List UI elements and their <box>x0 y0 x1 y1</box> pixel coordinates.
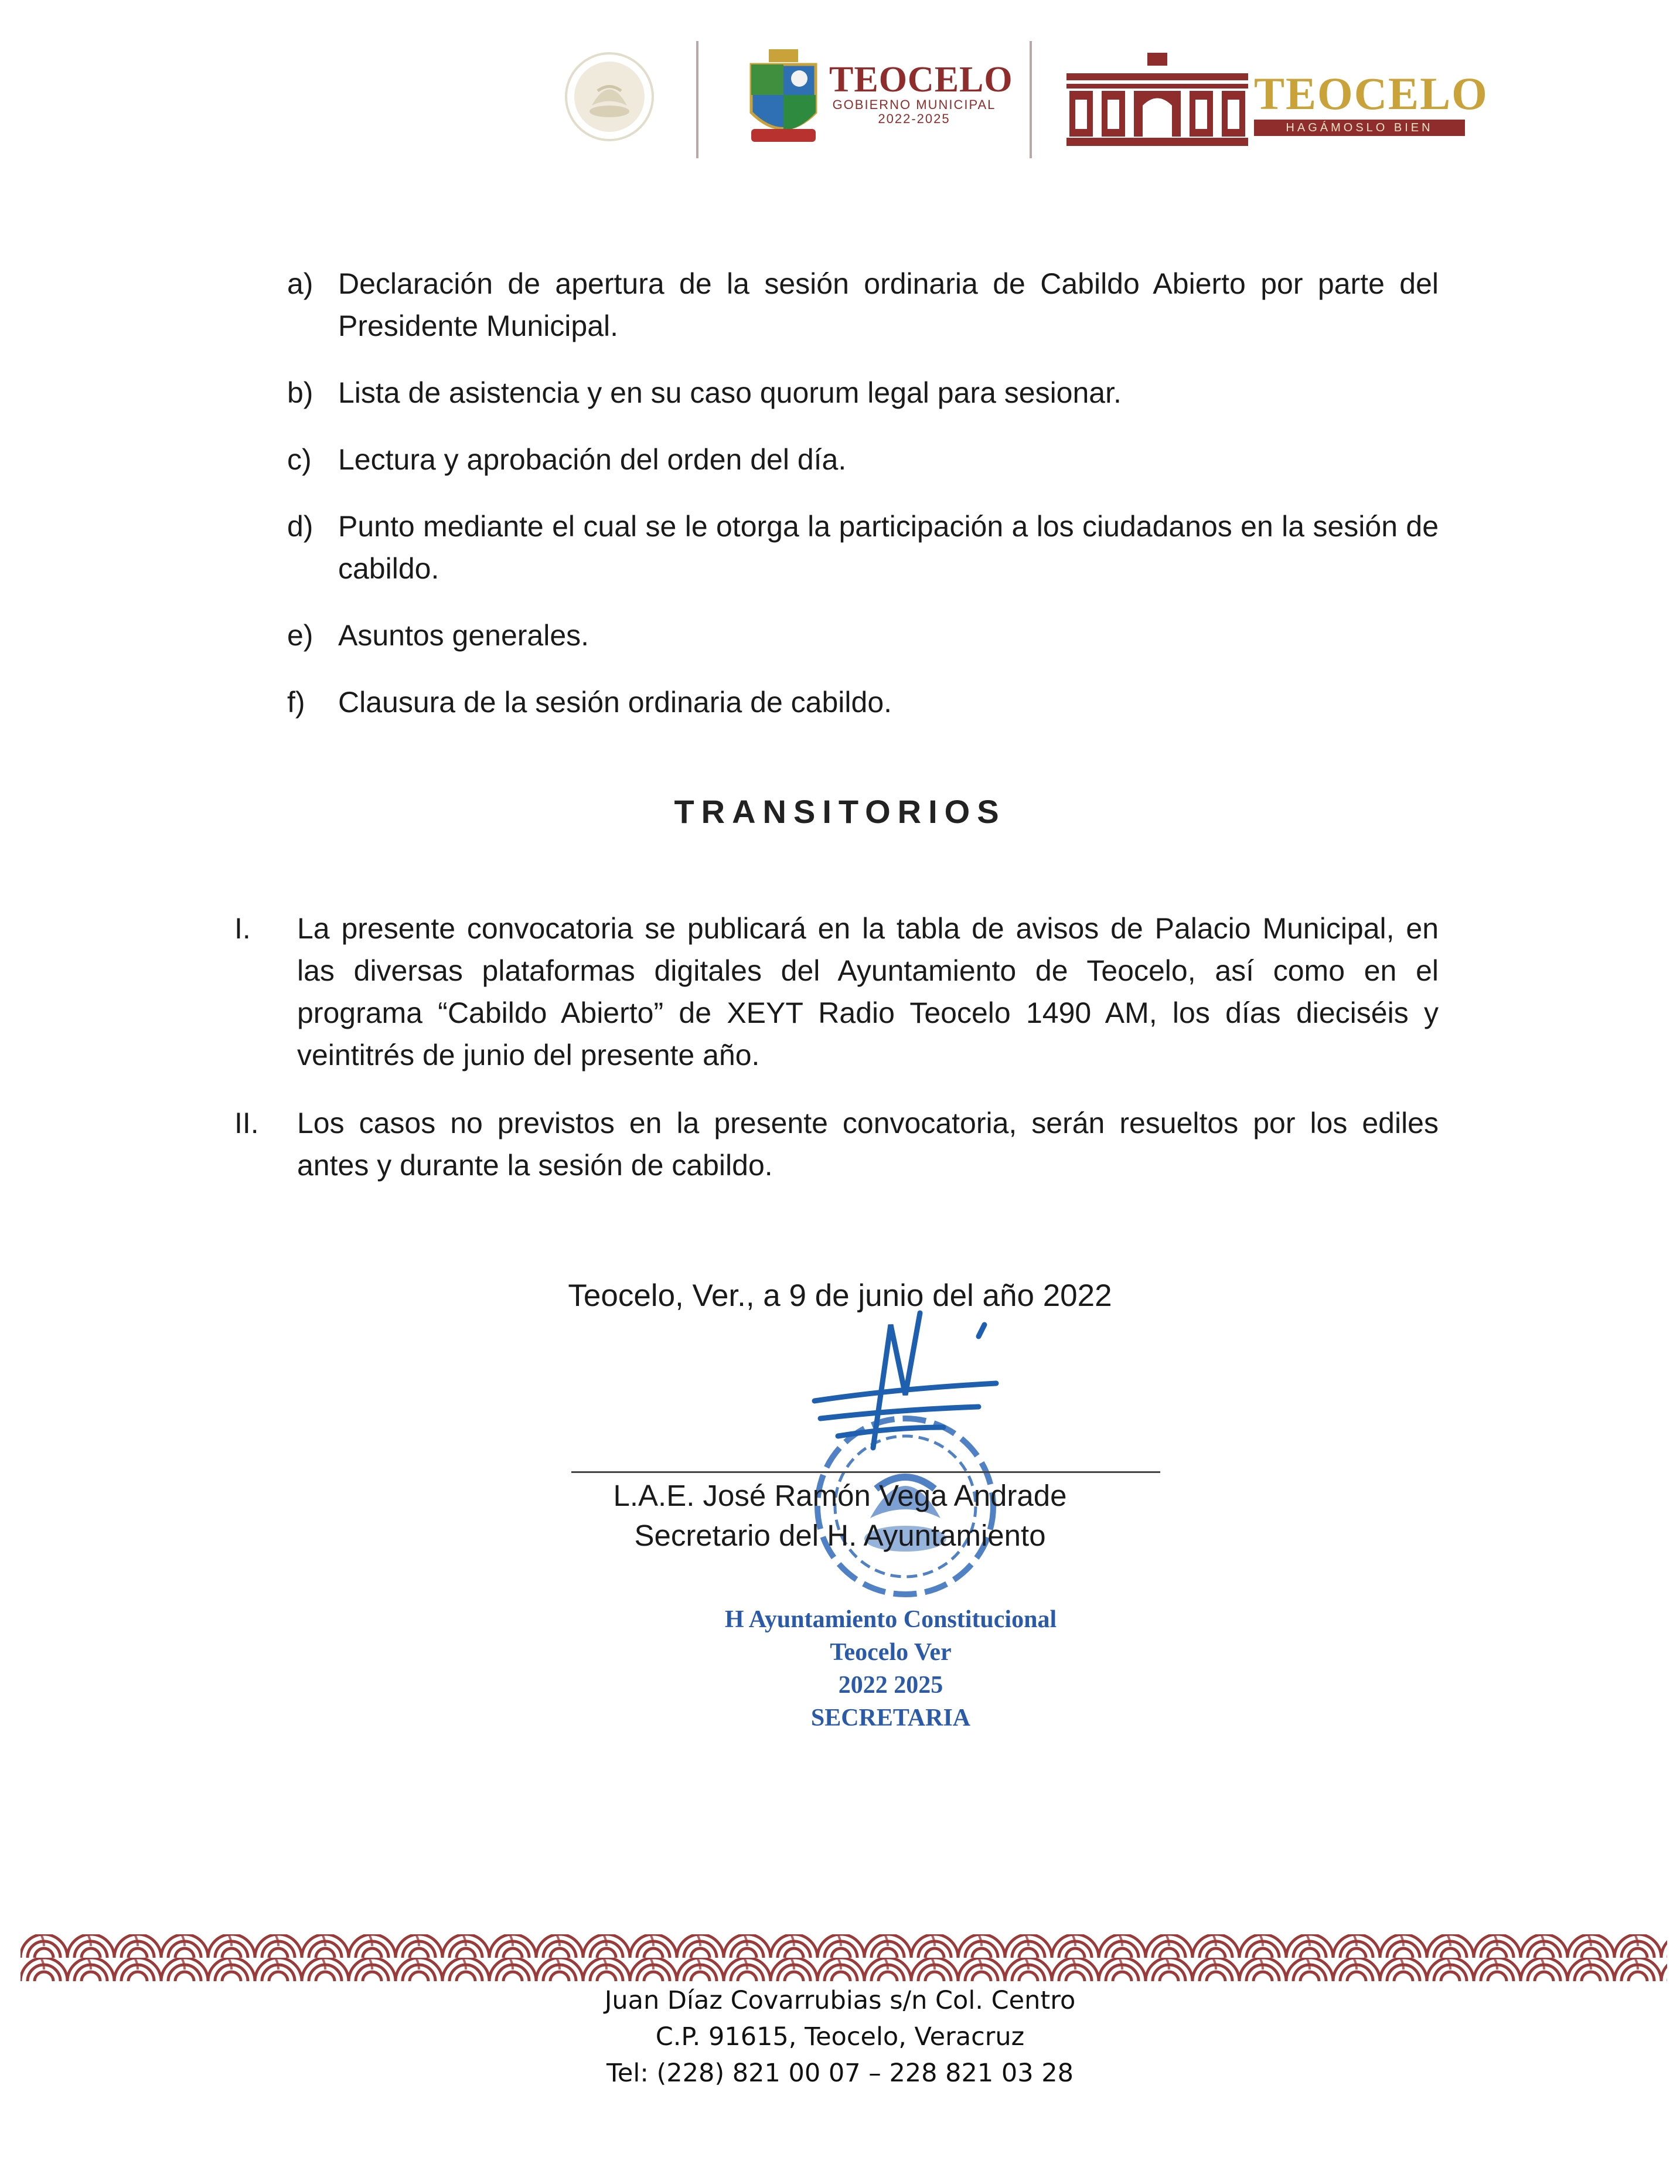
footer-postal: C.P. 91615, Teocelo, Veracruz <box>655 2022 1025 2052</box>
footer-address: Juan Díaz Covarrubias s/n Col. Centro <box>604 1986 1076 2015</box>
section-title: TRANSITORIOS <box>674 793 1006 830</box>
list-item-text: La presente convocatoria se publicará en la tabla de avisos de Palacio Municipal, en las diversas plataformas digitales del Ayuntamiento de Teocelo, así como en el programa “Cabildo Abierto” de XEYT Radio Teocelo 1490 AM, los días dieciséis y veintitrés de junio del presente año. <box>297 912 1439 1071</box>
place-date: Teocelo, Ver., a 9 de junio del año 2022 <box>568 1278 1112 1313</box>
list-item-text: Lista de asistencia y en su caso quorum legal para sesionar. <box>338 376 1122 409</box>
header-divider <box>1030 41 1032 158</box>
national-seal-icon <box>563 50 656 144</box>
list-item <box>234 907 1439 1076</box>
header-divider <box>696 41 698 158</box>
municipal-shield-icon <box>745 48 822 148</box>
municipal-palace-icon <box>1066 50 1248 149</box>
list-marker: f) <box>287 686 305 719</box>
stamp-line: SECRETARIA <box>810 1705 971 1731</box>
list-item-text: Punto mediante el cual se le otorga la participación a los ciudadanos en la sesión de cabildo. <box>338 510 1439 585</box>
signer-name: L.A.E. José Ramón Vega Andrade <box>613 1479 1067 1512</box>
letterhead <box>0 0 1680 176</box>
signer-role: Secretario del H. Ayuntamiento <box>634 1519 1046 1552</box>
decorative-wave-band <box>21 1934 1667 1981</box>
handwritten-signature-icon <box>803 1301 1025 1460</box>
official-stamp-text <box>656 1603 1125 1734</box>
list-item <box>287 372 1439 414</box>
brand-tagline: HAGÁMOSLO BIEN <box>1254 120 1465 136</box>
teocelo-brand-logo <box>1254 68 1488 136</box>
brand-title: TEOCELO <box>1254 68 1488 119</box>
list-item-text: Clausura de la sesión ordinaria de cabildo. <box>338 686 892 719</box>
list-item <box>287 263 1439 347</box>
stamp-line: H Ayuntamiento Constitucional <box>724 1606 1057 1633</box>
government-subtitle: GOBIERNO MUNICIPAL <box>832 97 996 112</box>
list-marker: II. <box>234 1107 259 1139</box>
stamp-line: Teocelo Ver <box>830 1639 952 1666</box>
list-marker: d) <box>287 510 313 543</box>
list-item <box>287 438 1439 481</box>
signature-line <box>571 1471 1160 1473</box>
list-item-text: Declaración de apertura de la sesión ordinaria de Cabildo Abierto por parte del Presidente Municipal. <box>338 267 1439 342</box>
footer-phone: Tel: (228) 821 00 07 – 228 821 03 28 <box>606 2059 1074 2088</box>
list-marker: b) <box>287 376 313 409</box>
list-marker: I. <box>234 912 251 945</box>
agenda-list <box>287 263 1439 748</box>
transitorios-list <box>234 907 1439 1212</box>
government-title: TEOCELO <box>829 60 1013 100</box>
municipal-government-logo <box>829 60 1013 126</box>
list-item-text: Asuntos generales. <box>338 619 589 652</box>
list-marker: c) <box>287 443 312 476</box>
government-period: 2022-2025 <box>878 111 950 126</box>
list-marker: a) <box>287 267 313 300</box>
list-item <box>287 505 1439 590</box>
list-marker: e) <box>287 619 313 652</box>
list-item <box>287 681 1439 723</box>
list-item <box>287 614 1439 656</box>
list-item-text: Lectura y aprobación del orden del día. <box>338 443 847 476</box>
list-item <box>234 1102 1439 1186</box>
list-item-text: Los casos no previstos en la presente convocatoria, serán resueltos por los ediles antes y durante la sesión de cabildo. <box>297 1107 1439 1182</box>
stamp-line: 2022 2025 <box>838 1672 943 1699</box>
footer-contact <box>0 1982 1680 2091</box>
